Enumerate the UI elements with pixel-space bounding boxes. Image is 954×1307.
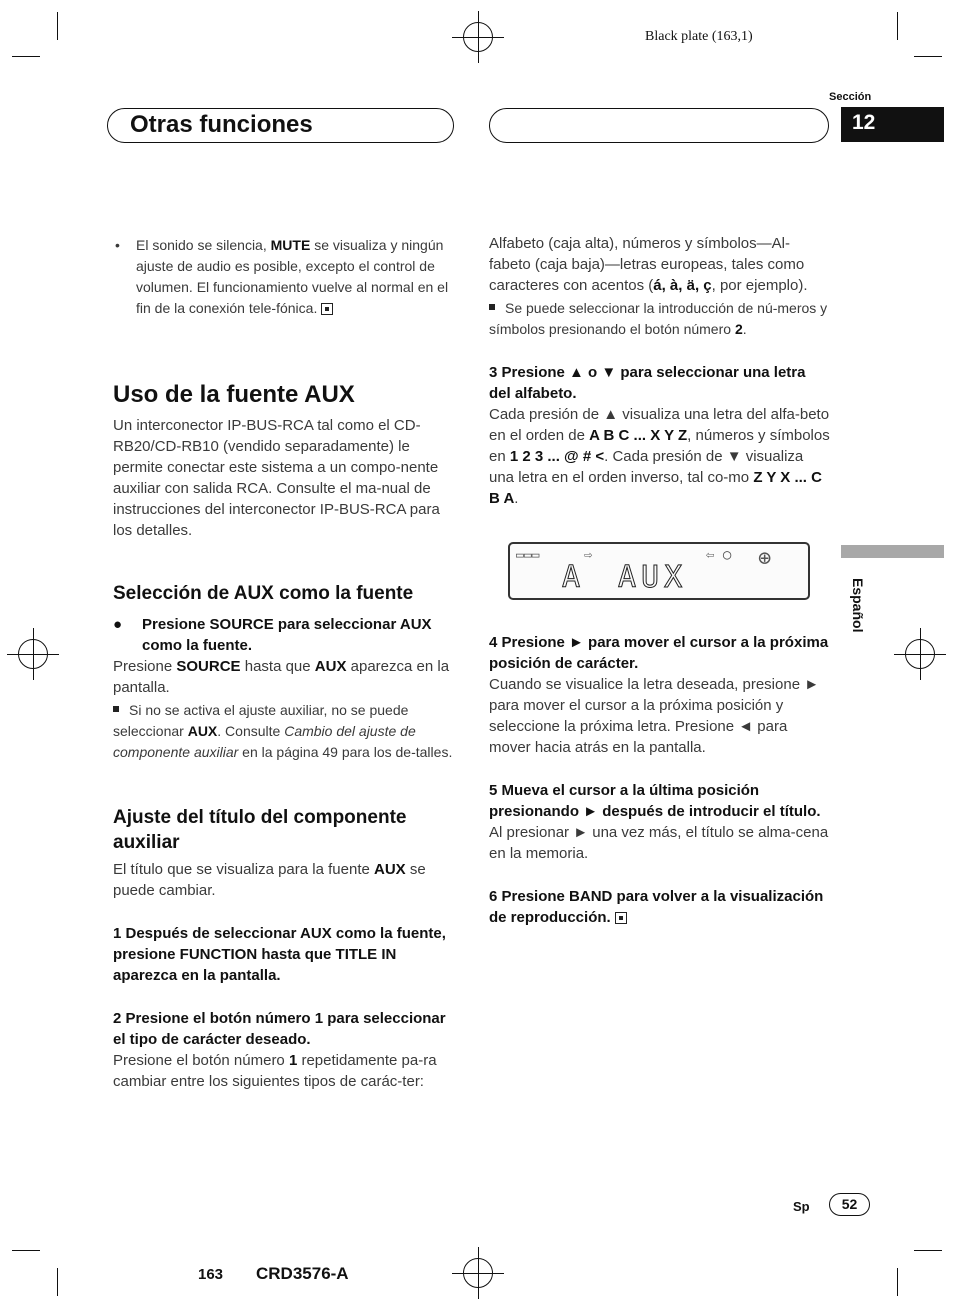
registration-mark [463,22,493,52]
lcd-display [508,542,810,600]
registration-mark [463,1258,493,1288]
step-4: 4 Presione ► para mover el cursor a la próxima posición de carácter. [489,634,829,672]
end-mark-icon [615,912,627,924]
note-aux-setting: Si no se activa el ajuste auxiliar, no se puede seleccionar AUX. Consulte Cambio del ajuste de componente auxiliar en la página 49 para los de-talles. [113,702,453,760]
footer-model-code: CRD3576-A [256,1264,349,1283]
crop-mark [12,56,40,57]
crop-mark [57,1268,58,1296]
registration-mark [18,639,48,669]
footer-page-code: 163 [198,1266,224,1283]
crop-mark [914,1250,942,1251]
lcd-indicator-icon: ⇦ ○ [706,547,732,563]
step-1: 1 Después de seleccionar AUX como la fuente, presione FUNCTION hasta que TITLE IN aparezca en la pantalla. [113,925,446,984]
step-6: 6 Presione BAND para volver a la visualización de reproducción. [489,888,824,926]
step-3-text: Cada presión de ▲ visualiza una letra del alfa-beto en el orden de A B C ... X Y Z, números y símbolos en 1 2 3 ... @ # <. Cada presión de ▼ visualiza una letra en el orden inverso, tal co-mo Z Y X ... C B A. [489,406,830,507]
lcd-arrow-icon: ⇨ [584,547,593,563]
step-4-text: Cuando se visualice la letra deseada, presione ► para mover el cursor a la próxima posición y seleccione la próxima letra. Presione ◄ para mover hacia atrás en la pantalla. [489,676,820,756]
step-3: 3 Presione ▲ o ▼ para seleccionar una letra del alfabeto. [489,364,806,402]
subheading-select-aux: Selección de AUX como la fuente [113,583,414,604]
header-frame-right [489,108,829,143]
step-5-text: Al presionar ► una vez más, el título se alma-cena en la memoria. [489,824,829,862]
lcd-title-text: AUX [618,560,688,595]
note-numbers-symbols: Se puede seleccionar la introducción de nú-meros y símbolos presionando el botón número 2. [489,300,828,337]
bullet-icon: • [115,237,120,253]
crop-mark [914,56,942,57]
registration-mark [905,639,935,669]
header-title: Otras funciones [130,111,313,138]
page-number: 52 [841,1196,858,1212]
section-number: 12 [852,111,876,134]
note-square-icon [113,706,119,712]
subheading-title-adjust: Ajuste del título del componente auxiliar [113,807,407,853]
title-intro-text: El título que se visualiza para la fuente AUX se puede cambiar. [113,861,426,899]
section-heading: Uso de la fuente AUX [113,381,355,408]
note-square-icon [489,304,495,310]
lcd-cursor: A [562,560,581,595]
press-source-text: Presione SOURCE hasta que AUX aparezca en la pantalla. [113,658,450,696]
dot-icon: ● [113,616,123,633]
left-column [113,235,455,1092]
right-column [489,233,831,509]
alphabet-types-text: Alfabeto (caja alta), números y símbolos—Al-fabeto (caja baja)—letras europeas, tales como caracteres con acentos (á, à, ä, ç, por ejemplo). [489,235,808,294]
language-abbr: Sp [793,1199,810,1214]
step-5: 5 Mueva el cursor a la última posición presionando ► después de introducir el título. [489,782,821,820]
bullet-item: • El sonido se silencia, MUTE se visualiza y ningún ajuste de audio es posible, excepto el control de volumen. El funcionamiento vuelve al normal en el fin de la conexión tele-fónica. [115,237,449,316]
language-tab [841,545,944,558]
step-2: 2 Presione el botón número 1 para seleccionar el tipo de carácter deseado. [113,1010,446,1048]
end-mark-icon [321,303,333,315]
side-language-label: Español [850,578,866,633]
dot-step: ● Presione SOURCE para seleccionar AUX como la fuente. [113,616,432,654]
section-label: Sección [829,91,872,103]
crop-mark [57,12,58,40]
right-column-lower [489,632,831,928]
intro-paragraph: Un interconector IP-BUS-RCA tal como el CD-RB20/CD-RB10 (vendido separadamente) le permite conectar este sistema a un compo-nente auxiliar con salida RCA. Consulte el ma-nual de instrucciones del interconector IP-BUS-RCA para los detalles. [113,417,440,539]
step-2-text: Presione el botón número 1 repetidamente pa-ra cambiar entre los siguientes tipos de carác-ter: [113,1052,437,1090]
lcd-segment-icon: ▭▭▭ [516,548,540,563]
crop-mark [897,1268,898,1296]
crop-mark [12,1250,40,1251]
plate-label: Black plate (163,1) [645,29,753,44]
lcd-dial-icon: ⊕ [758,546,772,571]
crop-mark [897,12,898,40]
